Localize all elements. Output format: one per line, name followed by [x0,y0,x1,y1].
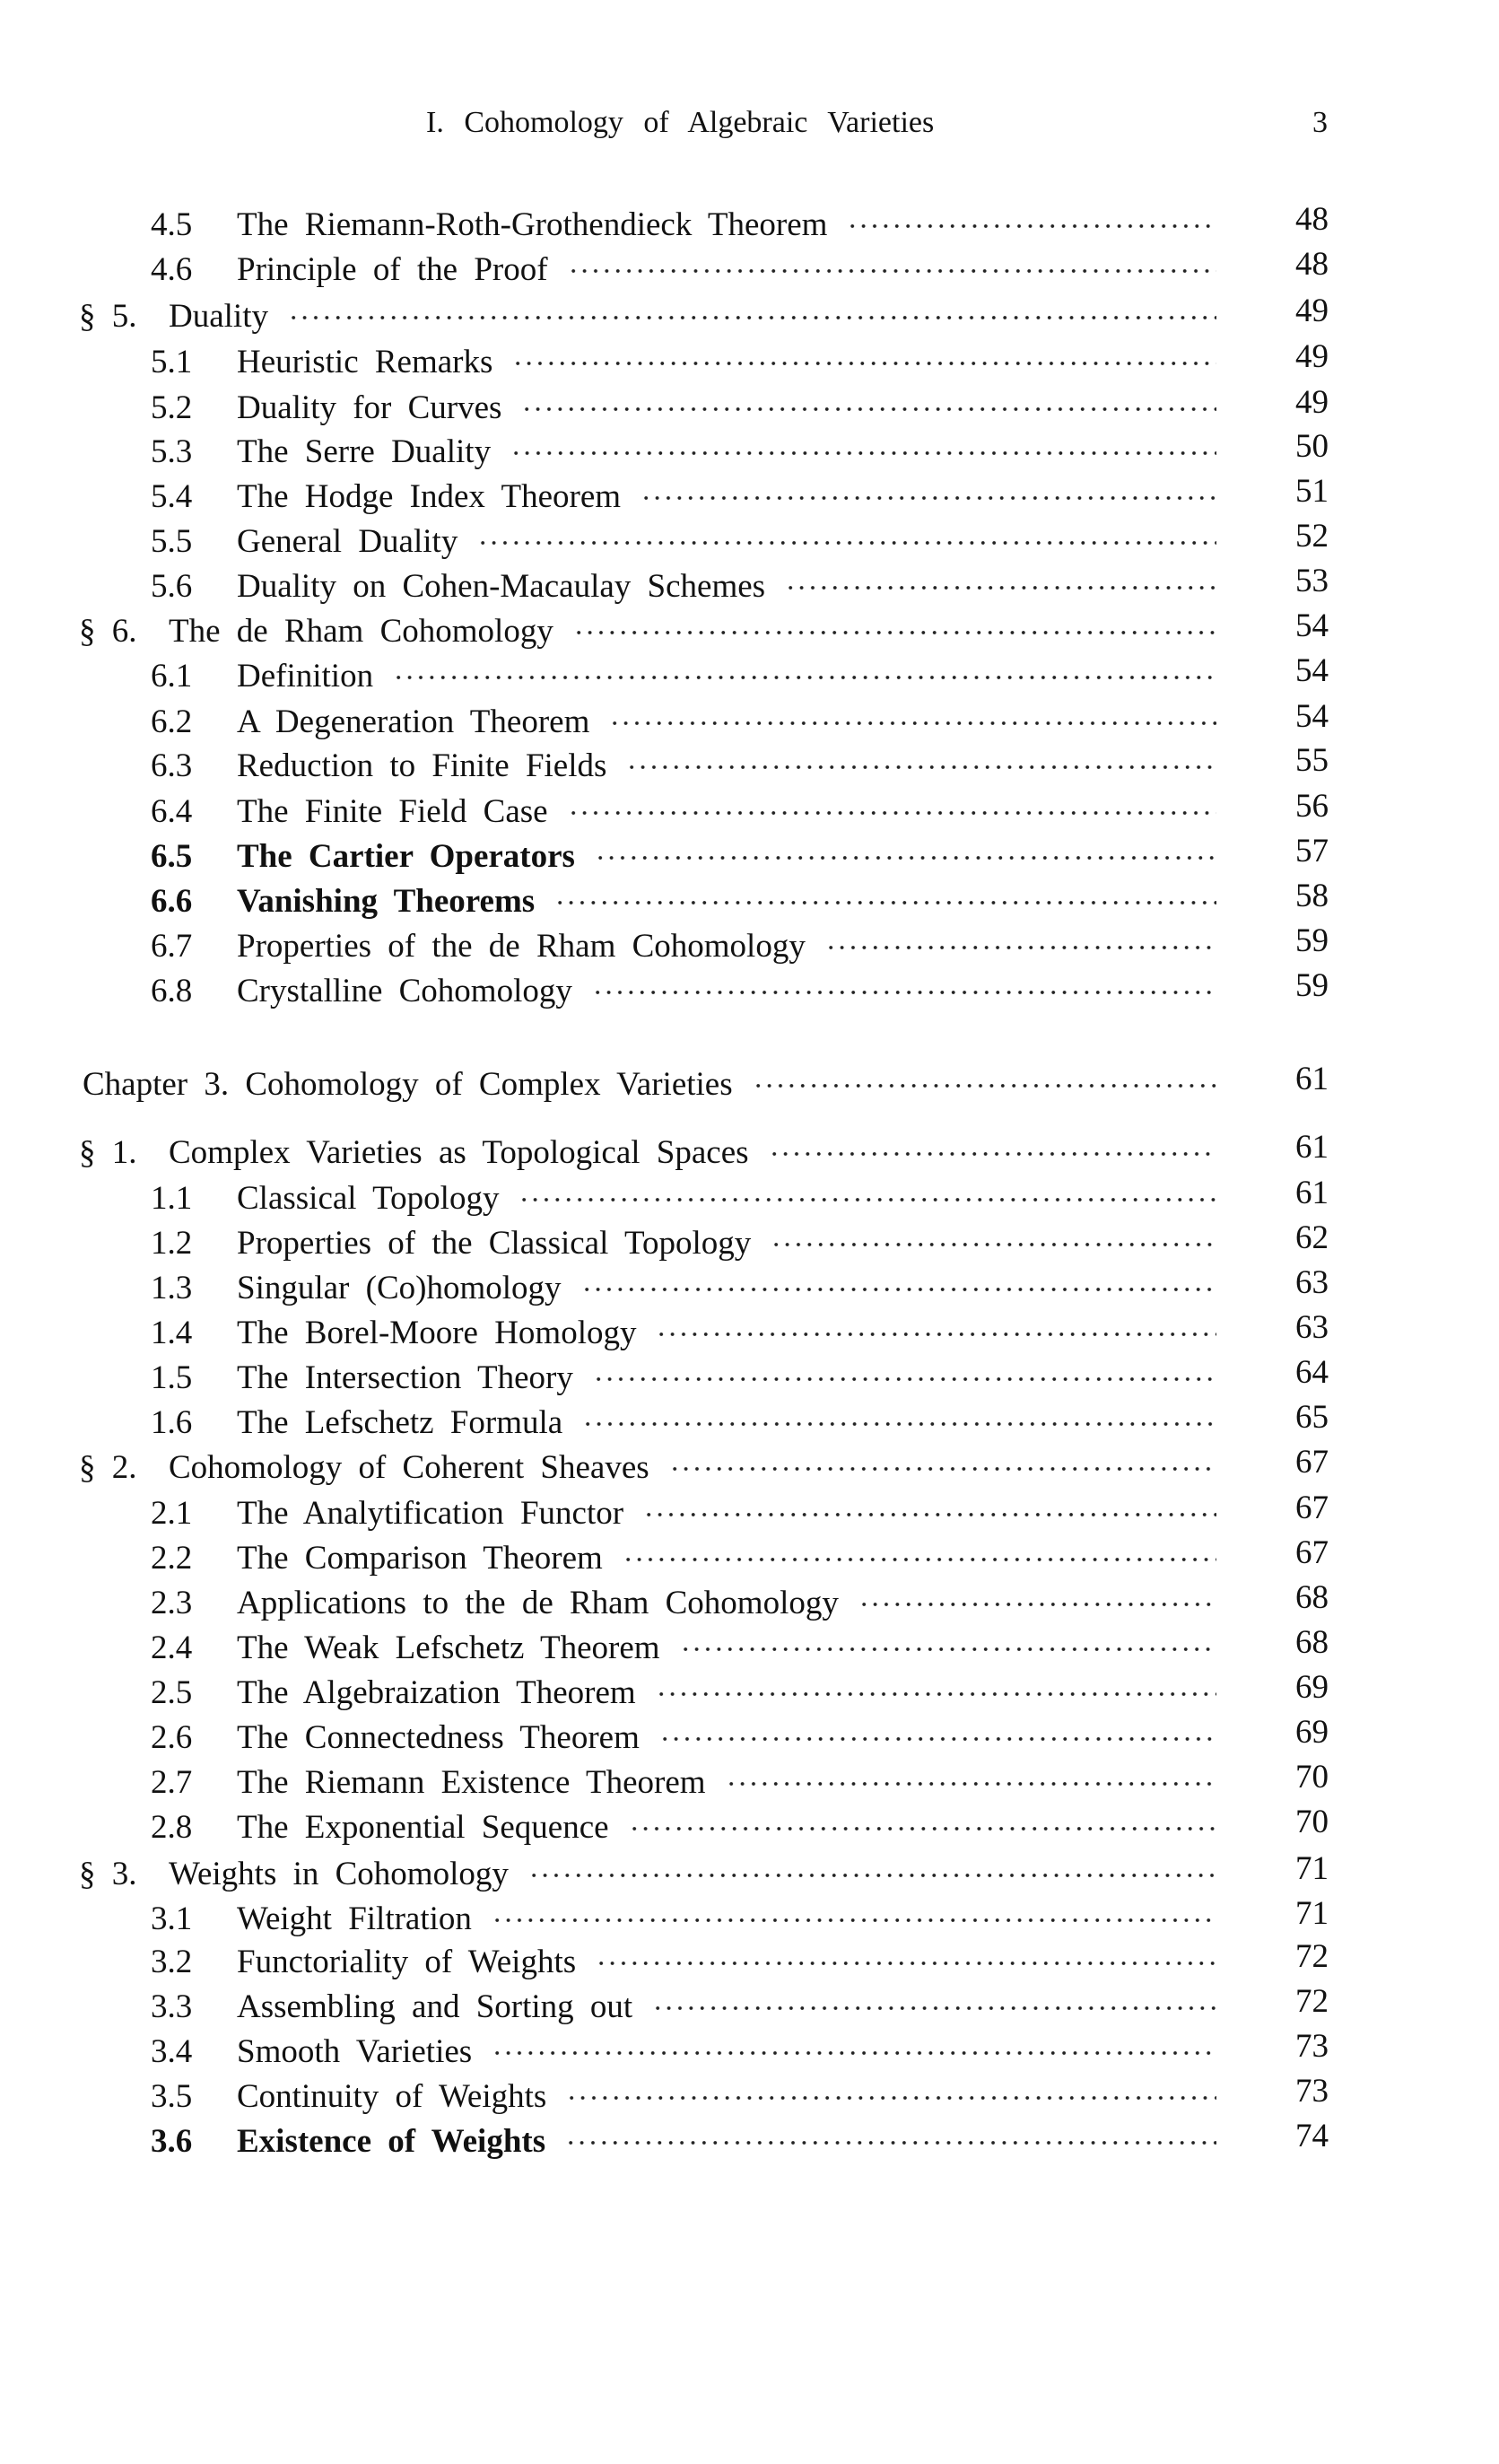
toc-entry-row [0,2028,1499,2076]
toc-title: The Algebraization Theorem [237,1674,636,1711]
toc-page-number: 71 [1295,1895,1329,1932]
toc-leader-dots [568,262,1216,280]
toc-number: 6.8 [151,973,193,1009]
toc-number: 1.2 [151,1225,193,1262]
toc-page-number: 48 [1295,246,1329,283]
toc-leader-dots [582,1415,1216,1433]
toc-entry-row [0,1399,1499,1447]
toc-page-number: 61 [1295,1175,1329,1211]
page-number: 3 [1312,106,1328,139]
toc-title: Crystalline Cohomology [237,973,572,1009]
toc-entry-row [0,922,1499,971]
toc-number: 2.8 [151,1809,193,1846]
toc-number: 1.3 [151,1270,193,1306]
toc-label [151,2121,545,2163]
toc-page-number: 49 [1295,293,1329,329]
toc-leader-dots [565,2134,1216,2152]
toc-number: 3.3 [151,1988,193,2025]
toc-entry-row [0,1264,1499,1313]
toc-entry-row [0,1624,1499,1673]
toc-number: 5.4 [151,478,193,515]
toc-title: Duality on Cohen-Macaulay Schemes [237,568,766,605]
toc-number: 5.3 [151,433,193,470]
toc-entry-row [0,428,1499,476]
toc-page-number: 67 [1295,1444,1329,1481]
toc-page-number: 67 [1295,1490,1329,1526]
toc-page-number: 63 [1295,1264,1329,1301]
toc-title: Chapter 3. Cohomology of Complex Varieties [83,1066,733,1103]
toc-leader-dots [656,1685,1216,1703]
toc-title: The Borel-Moore Homology [237,1315,637,1351]
toc-number: 2.4 [151,1630,193,1666]
toc-label [151,1942,576,1983]
toc-title: Smooth Varieties [237,2033,473,2070]
toc-page-number: 68 [1295,1579,1329,1616]
toc-title: Cohomology of Coherent Sheaves [169,1449,649,1486]
running-title: I. Cohomology of Algebraic Varieties [426,106,935,139]
toc-number: 5.1 [151,344,193,380]
toc-number: 6.2 [151,703,193,740]
toc-page-number: 59 [1295,922,1329,959]
toc-section-row [0,293,1499,341]
toc-leader-dots [609,714,1216,732]
toc-number: 5.2 [151,389,193,426]
toc-label [151,1313,636,1354]
toc-label [79,296,268,337]
toc-leader-dots [769,1145,1216,1163]
toc-label [151,1899,472,1940]
toc-entry-row [0,1309,1499,1358]
toc-leader-dots [726,1775,1216,1793]
toc-number: § 1. [79,1134,137,1171]
toc-label [151,205,827,246]
toc-leader-dots [643,1506,1216,1524]
toc-title: Vanishing Theorems [237,883,536,920]
toc-label [151,432,491,473]
toc-title: Weight Filtration [237,1900,472,1937]
toc-entry-row [0,518,1499,566]
toc-leader-dots [641,489,1216,507]
toc-label [79,1447,649,1489]
toc-page-number: 51 [1295,473,1329,510]
toc-page-number: 67 [1295,1534,1329,1571]
toc-label [151,521,458,563]
toc-page-number: 71 [1295,1850,1329,1887]
toc-page-number: 64 [1295,1354,1329,1391]
toc-page-number: 73 [1295,2073,1329,2110]
toc-label [83,1064,733,1105]
toc-label [151,881,535,922]
toc-entry-row [0,1175,1499,1223]
toc-number: 2.6 [151,1719,193,1756]
toc-leader-dots [519,1191,1216,1209]
toc-entry-row [0,788,1499,836]
toc-title: The Hodge Index Theorem [237,478,622,515]
toc-leader-dots [288,309,1216,327]
toc-number: 1.1 [151,1180,193,1217]
toc-label [151,1223,751,1264]
toc-leader-dots [847,217,1216,235]
toc-title: Existence of Weights [237,2123,546,2160]
toc-leader-dots [669,1460,1216,1478]
toc-label [151,971,572,1012]
toc-title: The Weak Lefschetz Theorem [237,1630,660,1666]
toc-number: 6.1 [151,658,193,695]
toc-title: Properties of the Classical Topology [237,1225,752,1262]
toc-title: Assembling and Sorting out [237,1988,633,2025]
toc-label [151,388,501,429]
toc-leader-dots [554,894,1216,912]
toc-title: Heuristic Remarks [237,344,493,380]
toc-page-number: 69 [1295,1669,1329,1706]
toc-leader-dots [656,1325,1216,1343]
toc-entry-row [0,201,1499,249]
toc-entry-row [0,1669,1499,1717]
toc-title: General Duality [237,523,458,560]
toc-label [151,1402,562,1444]
toc-leader-dots [477,534,1216,552]
toc-section-row [0,1850,1499,1899]
toc-label [151,2076,546,2118]
toc-page-number: 58 [1295,878,1329,914]
toc-label [79,1854,509,1895]
toc-page-number: 68 [1295,1624,1329,1661]
toc-number: 1.4 [151,1315,193,1351]
toc-page-number: 74 [1295,2118,1329,2154]
toc-label [151,746,606,787]
toc-leader-dots [595,849,1216,867]
toc-label [79,611,553,652]
toc-title: The Connectedness Theorem [237,1719,640,1756]
toc-page-number: 54 [1295,698,1329,735]
toc-entry-row [0,1579,1499,1628]
toc-label [151,836,575,878]
toc-title: Definition [237,658,374,695]
toc-leader-dots [629,1820,1216,1838]
toc-leader-dots [573,624,1216,642]
toc-entry-row [0,698,1499,747]
toc-title: The de Rham Cohomology [169,613,553,650]
toc-page-number: 62 [1295,1219,1329,1256]
toc-title: Duality [169,298,268,335]
toc-number: § 5. [79,298,137,335]
toc-page-number: 70 [1295,1759,1329,1796]
toc-page-number: 72 [1295,1938,1329,1975]
toc-entry-row [0,1490,1499,1538]
toc-label [151,476,621,518]
toc-title: Singular (Co)homology [237,1270,562,1306]
toc-entry-row [0,833,1499,881]
toc-entry-row [0,246,1499,294]
toc-number: 6.5 [151,838,193,875]
toc-label [151,1268,562,1309]
toc-entry-row [0,1219,1499,1268]
toc-page-number: 48 [1295,201,1329,238]
toc-number: § 2. [79,1449,137,1486]
toc-section-row [0,1129,1499,1177]
toc-page-number: 63 [1295,1309,1329,1346]
toc-leader-dots [753,1077,1216,1095]
toc-page-number: 65 [1295,1399,1329,1436]
toc-leader-dots [510,444,1216,462]
toc-label [151,1717,640,1759]
toc-number: 3.4 [151,2033,193,2070]
toc-entry-row [0,338,1499,387]
toc-page-number: 73 [1295,2028,1329,2065]
toc-leader-dots [623,1551,1216,1568]
toc-leader-dots [785,579,1216,597]
toc-leader-dots [492,1911,1216,1929]
toc-chapter-row [0,1061,1499,1109]
toc-label [151,1807,609,1848]
toc-label [79,1132,749,1174]
toc-title: The Exponential Sequence [237,1809,609,1846]
toc-entry-row [0,473,1499,521]
toc-title: Applications to the de Rham Cohomology [237,1585,839,1621]
toc-title: The Riemann-Roth-Grothendieck Theorem [237,206,828,243]
toc-label [151,926,806,967]
toc-label [151,1628,660,1669]
toc-title: The Lefschetz Formula [237,1404,563,1441]
toc-entry-row [0,1759,1499,1807]
toc-number: 2.3 [151,1585,193,1621]
toc-leader-dots [825,939,1216,957]
toc-title: Functoriality of Weights [237,1944,577,1980]
toc-entry-row [0,563,1499,611]
toc-leader-dots [771,1236,1216,1254]
toc-page-number: 61 [1295,1129,1329,1166]
toc-entry-row [0,1938,1499,1987]
toc-entry-row [0,742,1499,791]
toc-leader-dots [492,2044,1216,2062]
toc-leader-dots [680,1640,1216,1658]
toc-page-number: 50 [1295,428,1329,465]
toc-title: The Cartier Operators [237,838,575,875]
toc-entry-row [0,1534,1499,1583]
toc-entry-row [0,384,1499,433]
toc-label [151,1538,603,1579]
toc-leader-dots [568,804,1216,822]
toc-number: 6.3 [151,747,193,784]
toc-page-number: 72 [1295,1983,1329,2020]
toc-page-number: 69 [1295,1714,1329,1751]
toc-number: 3.2 [151,1944,193,1980]
toc-page-number: 54 [1295,607,1329,644]
toc-entry-row [0,1895,1499,1944]
toc-leader-dots [592,983,1216,1001]
toc-title: Continuity of Weights [237,2078,547,2115]
toc-page-number: 49 [1295,338,1329,375]
toc-title: Principle of the Proof [237,251,548,288]
toc-label [151,2031,472,2073]
toc-number: 6.7 [151,928,193,965]
toc-number: 2.5 [151,1674,193,1711]
toc-page-number: 52 [1295,518,1329,555]
toc-label [151,342,492,383]
toc-title: The Finite Field Case [237,793,548,830]
toc-title: The Comparison Theorem [237,1540,603,1577]
toc-label [151,1583,839,1624]
toc-leader-dots [528,1866,1216,1884]
toc-page-number: 70 [1295,1804,1329,1840]
toc-entry-row [0,878,1499,926]
toc-number: 6.4 [151,793,193,830]
toc-entry-row [0,2073,1499,2121]
toc-leader-dots [521,400,1216,418]
toc-label [151,1762,706,1804]
toc-label [151,702,589,743]
toc-page-number: 57 [1295,833,1329,869]
toc-page-number: 49 [1295,384,1329,421]
toc-label [151,1178,499,1219]
toc-number: 4.6 [151,251,193,288]
toc-leader-dots [659,1730,1216,1748]
toc-title: Reduction to Finite Fields [237,747,607,784]
toc-page-number: 54 [1295,652,1329,689]
toc-page-number: 53 [1295,563,1329,599]
toc-number: § 6. [79,613,137,650]
toc-entry-row [0,1354,1499,1402]
toc-number: 2.2 [151,1540,193,1577]
toc-number: 5.6 [151,568,193,605]
toc-leader-dots [858,1595,1216,1613]
toc-leader-dots [652,1999,1216,2017]
toc-title: The Intersection Theory [237,1359,573,1396]
toc-leader-dots [581,1280,1216,1298]
toc-title: Weights in Cohomology [169,1856,509,1892]
toc-title: A Degeneration Theorem [237,703,590,740]
toc-entry-row [0,1983,1499,2031]
toc-leader-dots [393,668,1216,686]
toc-page-number: 55 [1295,742,1329,779]
toc-number: § 3. [79,1856,137,1892]
toc-leader-dots [626,758,1216,776]
toc-number: 2.1 [151,1495,193,1532]
toc-label [151,656,373,697]
toc-leader-dots [593,1370,1216,1388]
toc-label [151,1358,573,1399]
toc-number: 2.7 [151,1764,193,1801]
toc-label [151,1987,632,2028]
toc-number: 3.6 [151,2123,193,2160]
toc-leader-dots [512,354,1216,372]
toc-label [151,566,765,607]
toc-section-row [0,1444,1499,1492]
toc-entry-row [0,2118,1499,2166]
toc-number: 1.5 [151,1359,193,1396]
toc-page-number: 59 [1295,967,1329,1004]
toc-label [151,791,548,833]
toc-title: The Analytification Functor [237,1495,624,1532]
toc-title: The Serre Duality [237,433,492,470]
toc-entry-row [0,1804,1499,1852]
toc-title: Duality for Curves [237,389,502,426]
toc-number: 3.1 [151,1900,193,1937]
toc-label [151,1493,623,1534]
toc-number: 4.5 [151,206,193,243]
toc-leader-dots [566,2089,1216,2107]
toc-label [151,1673,636,1714]
toc-leader-dots [596,1954,1216,1972]
toc-page-number: 56 [1295,788,1329,825]
toc-title: Classical Topology [237,1180,500,1217]
toc-number: 6.6 [151,883,193,920]
toc-number: 5.5 [151,523,193,560]
toc-entry-row [0,652,1499,701]
toc-title: Properties of the de Rham Cohomology [237,928,806,965]
toc-title: Complex Varieties as Topological Spaces [169,1134,749,1171]
toc-section-row [0,607,1499,656]
toc-entry-row [0,967,1499,1016]
toc-title: The Riemann Existence Theorem [237,1764,706,1801]
toc-number: 1.6 [151,1404,193,1441]
toc-page-number: 61 [1295,1061,1329,1097]
toc-number: 3.5 [151,2078,193,2115]
toc-label [151,249,548,291]
toc-entry-row [0,1714,1499,1762]
